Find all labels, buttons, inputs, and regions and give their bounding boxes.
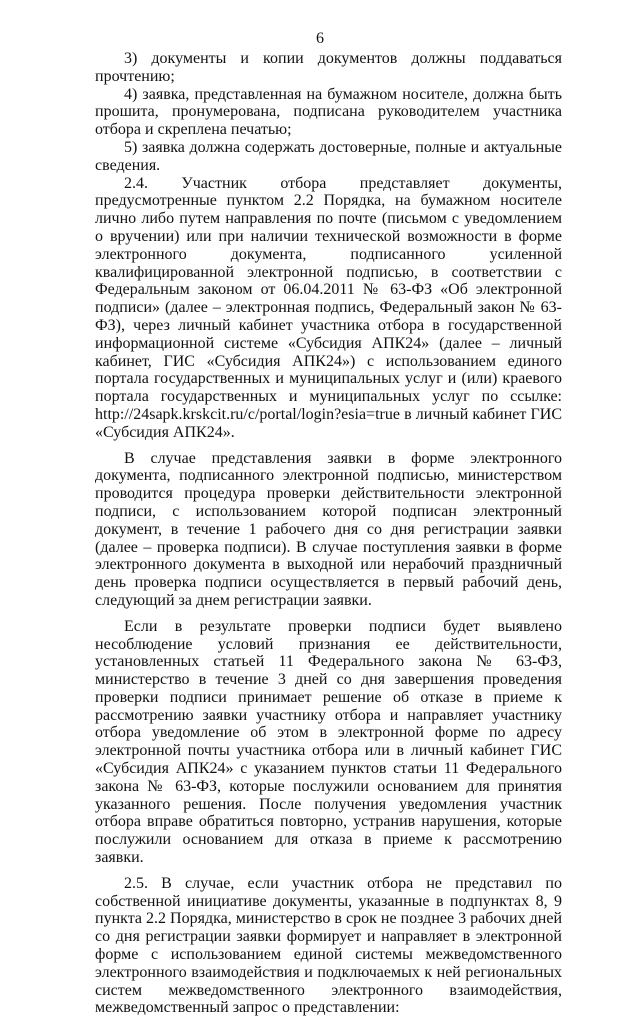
paragraph-item-5: 5) заявка должна содержать достоверные, полные и актуальные сведения. bbox=[95, 138, 562, 174]
paragraph-item-4: 4) заявка, представленная на бумажном носителе, должна быть прошита, пронумерована, подписана руководителем участника отбора и скреплена печатью; bbox=[95, 85, 562, 139]
page-number: 6 bbox=[316, 30, 324, 47]
document-body bbox=[95, 50, 562, 1017]
paragraph-section-2-4: 2.4. Участник отбора представляет документы, предусмотренные пунктом 2.2 Порядка, на бумажном носителе лично либо путем направления по почте (письмом с уведомлением о вручении) или при наличии технической возможности в форме электронного документа, подписанного усиленной квалифицированной электронной подписью, в соответствии с Федеральным законом от 06.04.2011 № 63-ФЗ «Об электронной подписи» (далее – электронная подпись, Федеральный закон № 63-ФЗ), через личный кабинет участника отбора в государственной информационной системе «Субсидия АПК24» (далее – личный кабинет, ГИС «Субсидия АПК24») с использованием единого портала государственных и муниципальных услуг и (или) краевого портала государственных и муниципальных услуг по ссылке: http://24sapk.krskcit.ru/c/portal/login?esia=true в личный кабинет ГИС «Субсидия АПК24». bbox=[95, 174, 562, 441]
paragraph-signature-invalid: Если в результате проверки подписи будет выявлено несоблюдение условий признания ее действительности, установленных статьей 11 Федерального закона № 63-ФЗ, министерство в течение 3 дней со дня завершения проведения проверки подписи принимает решение об отказе в приеме к рассмотрению заявки участнику отбора и направляет участнику отбора уведомление об этом в электронной форме по адресу электронной почты участника отбора или в личный кабинет ГИС «Субсидия АПК24» с указанием пунктов статьи 11 Федерального закона № 63-ФЗ, которые послужили основанием для принятия указанного решения. После получения уведомления участник отбора вправе обратиться повторно, устранив нарушения, которые послужили основанием для отказа в приеме к рассмотрению заявки. bbox=[95, 617, 562, 867]
paragraph-section-2-5: 2.5. В случае, если участник отбора не представил по собственной инициативе документы, указанные в подпунктах 8, 9 пункта 2.2 Порядка, министерство в срок не позднее 3 рабочих дней со дня регистрации заявки формирует и направляет в электронной форме с использованием единой системы межведомственного электронного взаимодействия и подключаемых к ней региональных систем межведомственного электронного взаимодействия, межведомственный запрос о представлении: bbox=[95, 874, 562, 1017]
paragraph-electronic-signature-check: В случае представления заявки в форме электронного документа, подписанного электронной подписью, министерством проводится процедура проверки действительности электронной подписи, с использованием которой подписан электронный документ, в течение 1 рабочего дня со дня регистрации заявки (далее – проверка подписи). В случае поступления заявки в форме электронного документа в выходной или нерабочий праздничный день проверка подписи осуществляется в первый рабочий день, следующий за днем регистрации заявки. bbox=[95, 449, 562, 609]
paragraph-item-3: 3) документы и копии документов должны поддаваться прочтению; bbox=[95, 50, 562, 85]
